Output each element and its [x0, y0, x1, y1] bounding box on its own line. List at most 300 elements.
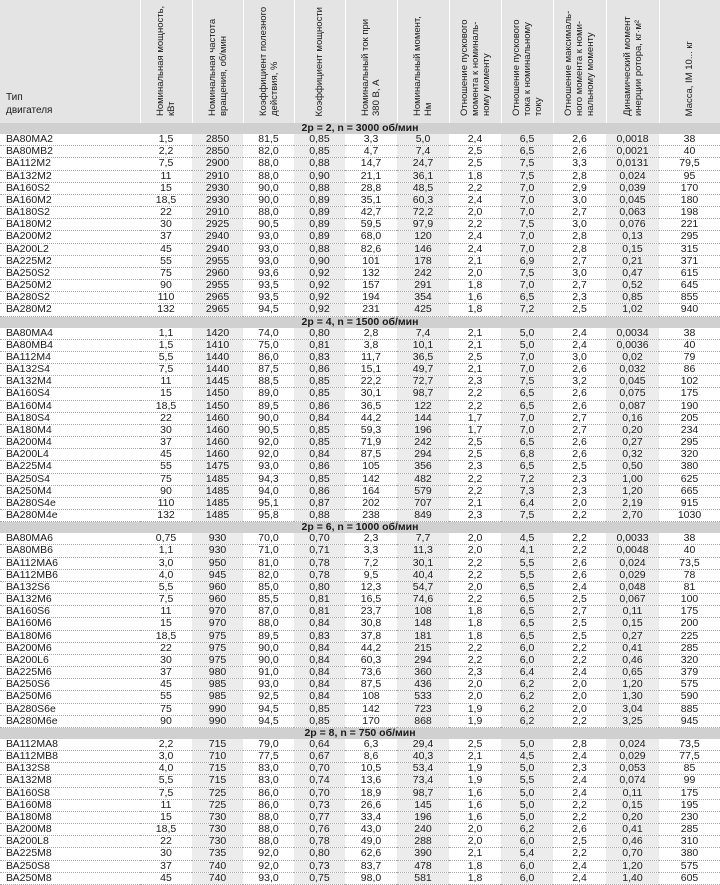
table-cell: 196 — [397, 811, 449, 823]
table-cell: 157 — [345, 280, 397, 292]
table-cell: 87,0 — [243, 606, 294, 618]
table-cell: 6,4 — [501, 497, 553, 509]
table-cell: 45 — [140, 243, 192, 255]
table-cell: 3,3 — [553, 158, 606, 170]
cell-motor-type: ВА132М6 — [0, 594, 140, 606]
table-cell: 2,8 — [553, 243, 606, 255]
table-cell: 1485 — [192, 473, 243, 485]
table-cell: 79 — [659, 351, 720, 363]
table-cell: 2,6 — [553, 146, 606, 158]
column-header-label: Номинальный момент, Нм — [412, 16, 434, 116]
table-cell: 6,5 — [501, 134, 553, 146]
table-cell: 0,84 — [294, 654, 345, 666]
table-body — [0, 123, 720, 884]
table-cell: 94,5 — [243, 703, 294, 715]
group-heading: 2р = 8, n = 750 об/мин — [0, 727, 720, 739]
table-cell: 2,4 — [449, 243, 501, 255]
table-cell: 10,5 — [345, 763, 397, 775]
table-cell: 90,0 — [243, 412, 294, 424]
table-cell: 132 — [140, 510, 192, 522]
table-cell: 175 — [659, 388, 720, 400]
table-cell: 2,70 — [606, 510, 659, 522]
table-cell: 2,2 — [553, 545, 606, 557]
table-cell: 242 — [397, 267, 449, 279]
table-cell: 0,65 — [606, 667, 659, 679]
table-cell: 0,89 — [294, 194, 345, 206]
table-cell: 6,9 — [501, 255, 553, 267]
table-cell: 170 — [659, 182, 720, 194]
table-row — [0, 630, 720, 642]
table-cell: 0,076 — [606, 219, 659, 231]
table-cell: 1,8 — [449, 304, 501, 316]
table-cell: 2,1 — [449, 364, 501, 376]
table-cell: 0,92 — [294, 292, 345, 304]
table-cell: 0,41 — [606, 642, 659, 654]
table-cell: 0,46 — [606, 836, 659, 848]
table-cell: 3,0 — [553, 351, 606, 363]
cell-motor-type: ВА132S8 — [0, 763, 140, 775]
table-cell: 2,2 — [449, 388, 501, 400]
table-row — [0, 134, 720, 146]
table-cell: 5,4 — [501, 848, 553, 860]
table-cell: 196 — [397, 424, 449, 436]
table-cell: 0,84 — [294, 412, 345, 424]
table-cell: 360 — [397, 667, 449, 679]
table-cell: 730 — [192, 836, 243, 848]
table-cell: 22 — [140, 207, 192, 219]
table-cell: 95 — [659, 170, 720, 182]
table-cell: 2,0 — [449, 581, 501, 593]
table-cell: 2,7 — [553, 280, 606, 292]
table-cell: 102 — [659, 376, 720, 388]
table-cell: 3,0 — [553, 219, 606, 231]
table-cell: 0,84 — [294, 667, 345, 679]
table-cell: 1,7 — [449, 424, 501, 436]
column-header-label: Коэффициент мощности — [314, 6, 325, 116]
table-cell: 2,5 — [449, 437, 501, 449]
table-cell: 0,41 — [606, 824, 659, 836]
table-cell: 30,1 — [345, 388, 397, 400]
table-cell: 2930 — [192, 182, 243, 194]
table-cell: 88,0 — [243, 207, 294, 219]
cell-motor-type: ВА250М2 — [0, 280, 140, 292]
table-cell: 13,6 — [345, 775, 397, 787]
table-cell: 3,04 — [606, 703, 659, 715]
cell-motor-type: ВА80МВ2 — [0, 146, 140, 158]
cell-motor-type: ВА250М4 — [0, 485, 140, 497]
table-cell: 2,2 — [449, 569, 501, 581]
table-cell: 855 — [659, 292, 720, 304]
table-cell: 0,067 — [606, 594, 659, 606]
table-cell: 10,1 — [397, 339, 449, 351]
table-cell: 0,83 — [294, 351, 345, 363]
table-cell: 1,8 — [449, 860, 501, 872]
table-cell: 1,8 — [449, 630, 501, 642]
table-cell: 980 — [192, 667, 243, 679]
table-cell: 0,20 — [606, 424, 659, 436]
table-cell: 2850 — [192, 134, 243, 146]
table-cell: 178 — [397, 255, 449, 267]
cell-motor-type: ВА280S6е — [0, 703, 140, 715]
table-cell: 1,20 — [606, 679, 659, 691]
table-cell: 0,92 — [294, 304, 345, 316]
table-cell: 985 — [192, 679, 243, 691]
cell-motor-type: ВА250М8 — [0, 872, 140, 884]
table-cell: 0,16 — [606, 412, 659, 424]
table-cell: 985 — [192, 691, 243, 703]
table-cell: 148 — [397, 618, 449, 630]
table-cell: 0,50 — [606, 461, 659, 473]
table-cell: 1420 — [192, 328, 243, 340]
cell-motor-type: ВА80МА4 — [0, 328, 140, 340]
table-cell: 2,1 — [449, 339, 501, 351]
table-row — [0, 280, 720, 292]
table-cell: 146 — [397, 243, 449, 255]
table-cell: 0,85 — [606, 292, 659, 304]
table-cell: 7,0 — [501, 280, 553, 292]
table-cell: 2,2 — [553, 642, 606, 654]
table-cell: 82,0 — [243, 569, 294, 581]
table-cell: 320 — [659, 654, 720, 666]
table-cell: 2,3 — [553, 292, 606, 304]
table-row — [0, 473, 720, 485]
table-cell: 1,8 — [449, 170, 501, 182]
table-cell: 2,3 — [345, 533, 397, 545]
table-cell: 18,9 — [345, 787, 397, 799]
table-cell: 0,76 — [294, 824, 345, 836]
table-cell: 0,74 — [294, 775, 345, 787]
cell-motor-type: ВА200L4 — [0, 449, 140, 461]
table-row — [0, 569, 720, 581]
table-cell: 90,0 — [243, 654, 294, 666]
cell-motor-type: ВА250S8 — [0, 860, 140, 872]
table-cell: 0,90 — [294, 255, 345, 267]
group-row — [0, 727, 720, 739]
table-cell: 120 — [397, 231, 449, 243]
table-cell: 2,0 — [553, 703, 606, 715]
table-cell: 2,2 — [553, 510, 606, 522]
cell-motor-type: ВА225М8 — [0, 848, 140, 860]
table-cell: 29,4 — [397, 739, 449, 751]
table-cell: 7,2 — [501, 304, 553, 316]
table-cell: 7,5 — [501, 170, 553, 182]
table-cell: 2,5 — [449, 739, 501, 751]
table-cell: 122 — [397, 400, 449, 412]
table-cell: 36,5 — [345, 400, 397, 412]
cell-motor-type: ВА200М6 — [0, 642, 140, 654]
table-cell: 6,5 — [501, 437, 553, 449]
table-cell: 0,70 — [294, 533, 345, 545]
table-cell: 0,0048 — [606, 545, 659, 557]
table-cell: 6,5 — [501, 400, 553, 412]
table-cell: 15 — [140, 182, 192, 194]
table-cell: 53,4 — [397, 763, 449, 775]
table-row — [0, 339, 720, 351]
table-cell: 0,75 — [140, 533, 192, 545]
table-cell: 1,6 — [449, 799, 501, 811]
table-cell: 1,20 — [606, 485, 659, 497]
table-cell: 0,80 — [294, 581, 345, 593]
table-cell: 740 — [192, 872, 243, 884]
table-cell: 3,0 — [553, 194, 606, 206]
table-cell: 93,6 — [243, 267, 294, 279]
table-cell: 23,7 — [345, 606, 397, 618]
table-row — [0, 594, 720, 606]
table-cell: 2,2 — [449, 219, 501, 231]
table-cell: 3,3 — [345, 545, 397, 557]
table-cell: 45 — [140, 449, 192, 461]
table-cell: 175 — [659, 787, 720, 799]
table-cell: 0,075 — [606, 388, 659, 400]
table-row — [0, 691, 720, 703]
table-cell: 48,5 — [397, 182, 449, 194]
table-cell: 26,6 — [345, 799, 397, 811]
table-cell: 37 — [140, 437, 192, 449]
table-cell: 0,78 — [294, 557, 345, 569]
table-cell: 49,0 — [345, 836, 397, 848]
column-header-label: Отношение максималь-ного момента к номи-нальному моменту — [563, 10, 596, 116]
table-cell: 215 — [397, 642, 449, 654]
table-cell: 99 — [659, 775, 720, 787]
cell-motor-type: ВА200М8 — [0, 824, 140, 836]
table-cell: 0,85 — [294, 424, 345, 436]
table-row — [0, 811, 720, 823]
table-cell: 0,83 — [294, 630, 345, 642]
table-cell: 8,6 — [345, 751, 397, 763]
table-cell: 371 — [659, 255, 720, 267]
table-cell: 40,4 — [397, 569, 449, 581]
cell-motor-type: ВА200М2 — [0, 231, 140, 243]
table-cell: 75 — [140, 703, 192, 715]
table-cell: 22,2 — [345, 376, 397, 388]
table-cell: 7,0 — [501, 364, 553, 376]
table-cell: 30 — [140, 219, 192, 231]
table-cell: 0,89 — [294, 231, 345, 243]
table-header — [0, 0, 720, 123]
table-cell: 73,5 — [659, 557, 720, 569]
table-cell: 30 — [140, 654, 192, 666]
table-cell: 2,2 — [449, 485, 501, 497]
table-cell: 2,4 — [449, 194, 501, 206]
table-cell: 2,0 — [449, 207, 501, 219]
table-row — [0, 400, 720, 412]
table-cell: 231 — [345, 304, 397, 316]
table-cell: 0,029 — [606, 569, 659, 581]
table-cell: 1,9 — [449, 715, 501, 727]
table-row — [0, 557, 720, 569]
table-cell: 0,0021 — [606, 146, 659, 158]
table-cell: 79,0 — [243, 739, 294, 751]
table-cell: 88,0 — [243, 618, 294, 630]
table-cell: 0,89 — [294, 219, 345, 231]
table-cell: 88,0 — [243, 170, 294, 182]
table-cell: 6,2 — [501, 715, 553, 727]
table-cell: 73,5 — [659, 739, 720, 751]
table-cell: 37,8 — [345, 630, 397, 642]
table-cell: 1,9 — [449, 775, 501, 787]
table-cell: 0,85 — [294, 715, 345, 727]
table-cell: 4,0 — [140, 569, 192, 581]
table-row — [0, 376, 720, 388]
table-cell: 0,0033 — [606, 533, 659, 545]
table-cell: 7,2 — [501, 473, 553, 485]
table-cell: 7,5 — [501, 267, 553, 279]
table-cell: 6,0 — [501, 654, 553, 666]
table-cell: 1475 — [192, 461, 243, 473]
table-cell: 5,5 — [501, 569, 553, 581]
table-row — [0, 715, 720, 727]
table-cell: 0,88 — [294, 182, 345, 194]
table-cell: 975 — [192, 654, 243, 666]
table-cell: 1410 — [192, 339, 243, 351]
table-cell: 1440 — [192, 351, 243, 363]
table-cell: 2,4 — [553, 872, 606, 884]
table-cell: 5,0 — [501, 811, 553, 823]
table-cell: 930 — [192, 545, 243, 557]
cell-motor-type: ВА160М4 — [0, 400, 140, 412]
table-cell: 2,0 — [449, 545, 501, 557]
table-cell: 108 — [397, 606, 449, 618]
table-cell: 2,7 — [553, 424, 606, 436]
table-cell: 2,0 — [553, 691, 606, 703]
table-cell: 380 — [659, 461, 720, 473]
table-cell: 77,5 — [659, 751, 720, 763]
table-cell: 2,2 — [553, 848, 606, 860]
table-cell: 0,73 — [294, 860, 345, 872]
table-cell: 0,84 — [294, 691, 345, 703]
table-cell: 81,0 — [243, 557, 294, 569]
table-cell: 1,9 — [449, 703, 501, 715]
table-cell: 7,0 — [501, 194, 553, 206]
table-cell: 93,0 — [243, 255, 294, 267]
cell-motor-type: ВА112МА6 — [0, 557, 140, 569]
cell-motor-type: ВА160S6 — [0, 606, 140, 618]
table-row — [0, 461, 720, 473]
table-row — [0, 328, 720, 340]
table-cell: 24,7 — [397, 158, 449, 170]
table-cell: 85 — [659, 763, 720, 775]
table-cell: 2,0 — [449, 836, 501, 848]
cell-motor-type: ВА225М4 — [0, 461, 140, 473]
table-cell: 195 — [659, 799, 720, 811]
table-cell: 6,5 — [501, 594, 553, 606]
table-cell: 75 — [140, 267, 192, 279]
table-cell: 2,1 — [449, 848, 501, 860]
table-cell: 9,5 — [345, 569, 397, 581]
table-cell: 43,0 — [345, 824, 397, 836]
table-cell: 6,5 — [501, 388, 553, 400]
table-row — [0, 751, 720, 763]
table-cell: 2940 — [192, 243, 243, 255]
group-heading: 2р = 4, n = 1500 об/мин — [0, 316, 720, 328]
table-row — [0, 581, 720, 593]
table-cell: 21,1 — [345, 170, 397, 182]
table-cell: 38 — [659, 533, 720, 545]
cell-motor-type: ВА200L2 — [0, 243, 140, 255]
table-cell: 960 — [192, 594, 243, 606]
table-cell: 2,3 — [449, 376, 501, 388]
cell-motor-type: ВА160М2 — [0, 194, 140, 206]
cell-motor-type: ВА180S4 — [0, 412, 140, 424]
table-cell: 0,81 — [294, 594, 345, 606]
table-cell: 1485 — [192, 485, 243, 497]
table-row — [0, 739, 720, 751]
table-cell: 92,0 — [243, 449, 294, 461]
table-cell: 1,1 — [140, 328, 192, 340]
table-row — [0, 654, 720, 666]
table-cell: 0,15 — [606, 618, 659, 630]
table-cell: 2,5 — [553, 618, 606, 630]
column-header-rated-speed — [192, 0, 243, 123]
table-cell: 93,0 — [243, 231, 294, 243]
table-cell: 2,4 — [553, 860, 606, 872]
column-header-label: Масса, IM 10... кг — [684, 40, 696, 116]
table-cell: 2,4 — [553, 775, 606, 787]
table-cell: 2,8 — [553, 170, 606, 182]
table-cell: 7,7 — [397, 533, 449, 545]
table-cell: 205 — [659, 412, 720, 424]
table-cell: 0,89 — [294, 207, 345, 219]
table-cell: 605 — [659, 872, 720, 884]
table-cell: 98,0 — [345, 872, 397, 884]
cell-motor-type: ВА132S6 — [0, 581, 140, 593]
table-cell: 68,0 — [345, 231, 397, 243]
table-cell: 1460 — [192, 437, 243, 449]
table-cell: 77,5 — [243, 751, 294, 763]
table-cell: 71,9 — [345, 437, 397, 449]
table-row — [0, 763, 720, 775]
table-cell: 4,5 — [501, 751, 553, 763]
table-cell: 0,32 — [606, 449, 659, 461]
table-cell: 37 — [140, 231, 192, 243]
table-cell: 0,88 — [294, 243, 345, 255]
table-row — [0, 679, 720, 691]
table-cell: 2,2 — [449, 654, 501, 666]
table-cell: 6,2 — [501, 824, 553, 836]
table-cell: 7,0 — [501, 243, 553, 255]
table-row — [0, 703, 720, 715]
table-cell: 2,5 — [553, 594, 606, 606]
table-cell: 482 — [397, 473, 449, 485]
cell-motor-type: ВА280М2 — [0, 304, 140, 316]
table-cell: 1,5 — [140, 339, 192, 351]
table-cell: 88,0 — [243, 811, 294, 823]
table-cell: 78 — [659, 569, 720, 581]
table-cell: 38 — [659, 134, 720, 146]
table-cell: 0,86 — [294, 364, 345, 376]
table-cell: 0,52 — [606, 280, 659, 292]
table-cell: 6,5 — [501, 146, 553, 158]
table-cell: 1450 — [192, 400, 243, 412]
group-heading: 2р = 2, n = 3000 об/мин — [0, 123, 720, 134]
table-cell: 2,2 — [449, 473, 501, 485]
cell-motor-type: ВА112МВ6 — [0, 569, 140, 581]
table-cell: 0,20 — [606, 811, 659, 823]
table-cell: 37 — [140, 667, 192, 679]
table-cell: 6,0 — [501, 860, 553, 872]
table-cell: 2,3 — [449, 461, 501, 473]
table-cell: 0,86 — [294, 485, 345, 497]
table-cell: 2,1 — [449, 497, 501, 509]
table-cell: 2,8 — [553, 231, 606, 243]
table-cell: 310 — [659, 836, 720, 848]
table-cell: 0,063 — [606, 207, 659, 219]
table-cell: 7,5 — [140, 787, 192, 799]
table-cell: 88,0 — [243, 158, 294, 170]
table-cell: 18,5 — [140, 194, 192, 206]
table-cell: 2,2 — [553, 654, 606, 666]
table-cell: 11,3 — [397, 545, 449, 557]
